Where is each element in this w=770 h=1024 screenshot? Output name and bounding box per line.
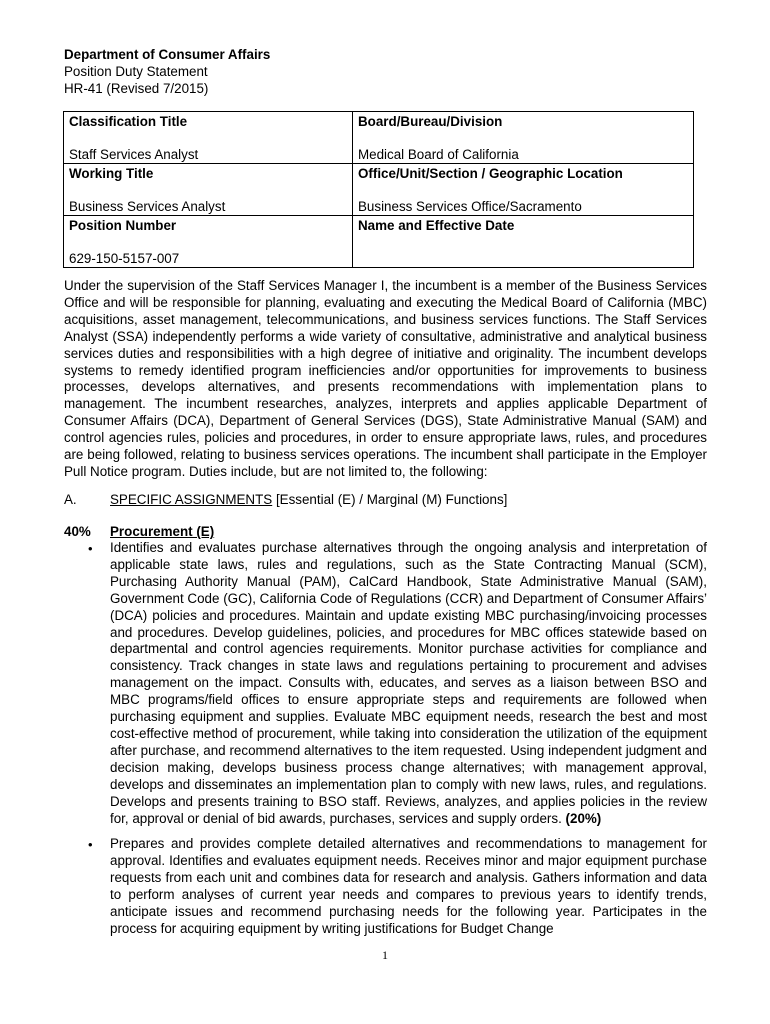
position-number-value: 629-150-5157-007	[69, 250, 180, 266]
board-cell	[353, 112, 694, 164]
section-note: [Essential (E) / Marginal (M) Functions]	[272, 492, 508, 507]
name-date-label: Name and Effective Date	[358, 218, 515, 233]
section-a-heading	[64, 491, 507, 508]
section-title: SPECIFIC ASSIGNMENTS	[110, 492, 273, 507]
office-cell	[353, 164, 694, 216]
department-name: Department of Consumer Affairs	[64, 47, 271, 62]
form-id: HR-41 (Revised 7/2015)	[64, 81, 209, 96]
board-label: Board/Bureau/Division	[358, 114, 503, 129]
classification-title-value: Staff Services Analyst	[69, 146, 199, 162]
office-label: Office/Unit/Section / Geographic Location	[358, 166, 623, 181]
office-value: Business Services Office/Sacramento	[358, 198, 582, 214]
procurement-bullet-2: Prepares and provides complete detailed alternatives and recommendations to management for approval. Identifies and evaluates equipment needs. Receives minor and major equipment purchase requests from each unit and combines data for research and analysis. Gathers information and data to perform analyses of current year needs and compares to previous years to identify trends, anticipate issues and recommend purchasing needs for the following year. Participates in the process for acquiring equipment by writing justifications for Budget Change	[110, 836, 707, 936]
working-title-cell	[64, 164, 353, 216]
working-title-value: Business Services Analyst	[69, 198, 226, 214]
bullet-1-text: Identifies and evaluates purchase alternatives through the ongoing analysis and interpretation of applicable state laws, rules and regulations, such as the State Contracting Manual (SCM), Purchasing Authority Manual (PAM), CalCard Handbook, State Administrative Manual (SAM), Government Code (GC), California Code of Regulations (CCR) and Department of Consumer Affairs’ (DCA) policies and procedures. Maintain and update existing MBC purchasing/invoicing processes and procedures. Develop guidelines, policies, and procedures for MBC offices statewide based on departmental and control agencies requirements. Monitor purchase activities for compliance and consistency. Track changes in state laws and regulations pertaining to procurement and advises management on the impact. Consults with, educates, and serves as a liaison between BSO and MBC programs/field offices to ensure appropriate steps and requirements are followed when purchasing equipment and supplies. Evaluate MBC equipment needs, research the best and most cost-effective method of procurement, while taking into consideration the utilization of the equipment after purchase, and recommend alternatives to the item requested. Using independent judgment and decision making, develops business process change alternatives; with management approval, develops and disseminates an implementation plan to comply with new laws, rules, and regulations. Develops and presents training to BSO staff. Reviews, analyzes, and applies policies in the review for, approval or denial of bid awards, purchases, services and supply orders.	[110, 540, 707, 826]
position-number-label: Position Number	[69, 218, 177, 233]
procurement-bullet-1	[110, 540, 707, 827]
document-title: Position Duty Statement	[64, 64, 208, 79]
bullet-1-percent: (20%)	[565, 810, 602, 826]
classification-title-cell	[64, 112, 353, 164]
position-number-cell	[64, 216, 353, 268]
page-number: 1	[382, 948, 388, 962]
classification-title-label: Classification Title	[69, 114, 188, 129]
working-title-label: Working Title	[69, 166, 154, 181]
intro-paragraph: Under the supervision of the Staff Services Manager I, the incumbent is a member of the Business Services Office and will be responsible for planning, evaluating and executing the Medical Board of California (MBC) acquisitions, asset management, telecommunications, and business services functions. The Staff Services Analyst (SSA) independently performs a wide variety of consultative, administrative and analytical business services duties and responsibilities with a high degree of initiative and originality. The incumbent develops systems to remedy identified program inefficiencies and/or opportunities for improvements to business processes, develops alternatives, and presents recommendations with implementation plans to management. The incumbent researches, analyzes, interprets and applies applicable Department of Consumer Affairs (DCA), Department of General Services (DGS), State Administrative Manual (SAM) and control agencies rules, policies and procedures, in order to ensure appropriate laws, rules, and procedures are being followed, relating to business services operations. The incumbent shall participate in the Employer Pull Notice program. Duties include, but are not limited to, the following:	[64, 278, 707, 479]
section-letter: A.	[64, 492, 77, 507]
position-info-table	[63, 111, 694, 268]
bullet-icon: •	[88, 837, 93, 852]
name-date-cell	[353, 216, 694, 268]
bullet-icon: •	[88, 541, 93, 556]
document-header	[64, 46, 270, 97]
board-value: Medical Board of California	[358, 146, 519, 162]
procurement-percent: 40%	[64, 524, 91, 539]
procurement-title: Procurement (E)	[110, 524, 215, 539]
